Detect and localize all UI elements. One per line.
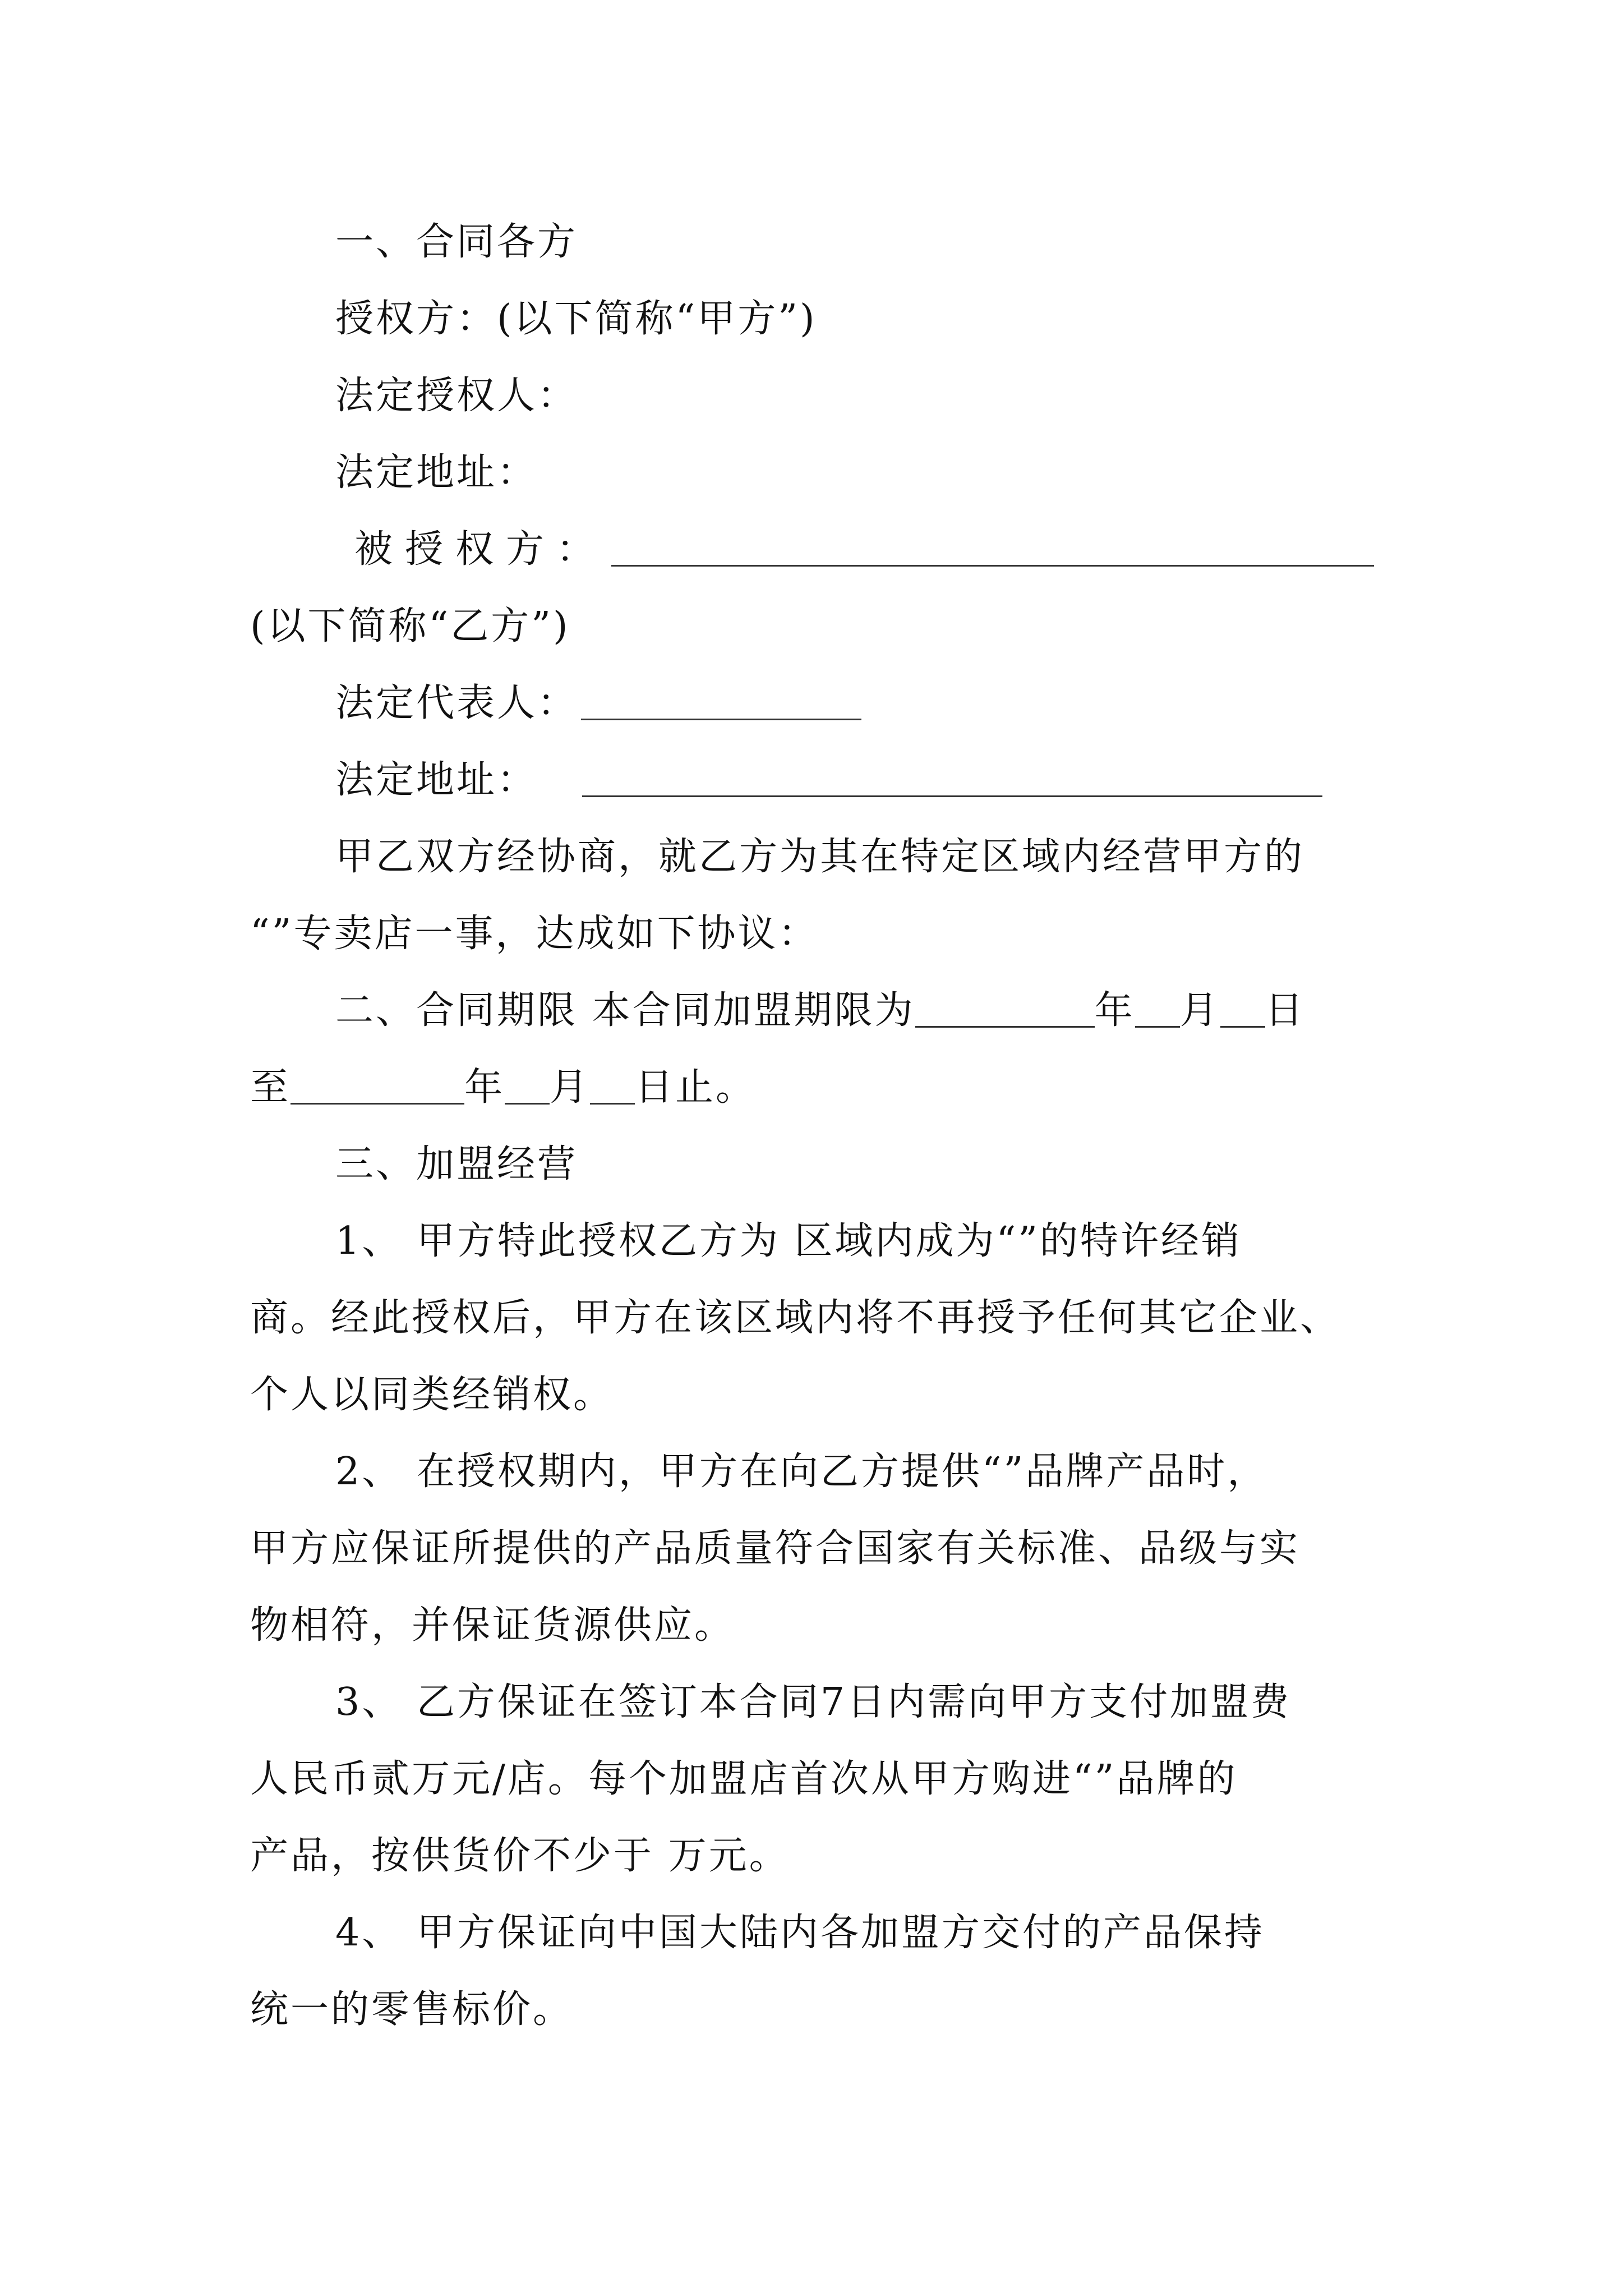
contract-term-heading: 二、合同期限 本合同加盟期限为 xyxy=(335,988,915,1033)
end-to-label: 至 xyxy=(250,1065,291,1110)
end-day-label: 日止。 xyxy=(635,1065,757,1110)
section-heading-parties: 一、合同各方 xyxy=(335,220,578,264)
clause-2-line-3: 物相符，并保证货源供应。 xyxy=(250,1603,735,1648)
clause-1-line-2: 商。经此授权后，甲方在该区域内将不再授予任何其它企业、 xyxy=(250,1296,1341,1340)
clause-2-line-2: 甲方应保证所提供的产品质量符合国家有关标准、品级与实 xyxy=(250,1526,1301,1571)
licensee-representative-label: 法定代表人： xyxy=(335,681,578,725)
end-year-blank xyxy=(291,1069,464,1105)
section-heading-franchise: 三、加盟经营 xyxy=(335,1142,578,1186)
licensee-representative-blank xyxy=(581,685,861,720)
licensor-legal-representative-line: 法定授权人： xyxy=(335,374,578,418)
licensee-address-blank xyxy=(582,762,1322,797)
licensee-address-line xyxy=(335,752,1322,808)
clause-3-line-2: 人民币贰万元/店。每个加盟店首次从甲方购进“”品牌的 xyxy=(250,1757,1238,1801)
clause-1-line-3: 个人以同类经销权。 xyxy=(250,1373,614,1417)
licensor-address-line: 法定地址： xyxy=(335,450,538,495)
contract-term-line-1 xyxy=(335,983,1306,1039)
clause-1-line-1: 1、 甲方特此授权乙方为 区域内成为“”的特许经销 xyxy=(335,1219,1242,1263)
end-year-label: 年 xyxy=(464,1065,505,1110)
end-month-blank xyxy=(505,1069,550,1105)
licensee-label: 被授权方： xyxy=(354,527,607,572)
clause-3-line-1: 3、 乙方保证在签订本合同7日内需向甲方支付加盟费 xyxy=(335,1680,1292,1724)
start-month-label: 月 xyxy=(1179,988,1220,1033)
licensee-line xyxy=(354,522,1374,578)
start-year-label: 年 xyxy=(1094,988,1135,1033)
clause-2-line-1: 2、 在授权期内，甲方在向乙方提供“”品牌产品时， xyxy=(335,1450,1268,1494)
agreement-intro-line-1: 甲乙双方经协商，就乙方为其在特定区域内经营甲方的 xyxy=(335,835,1305,879)
licensee-representative-line xyxy=(335,675,861,731)
contract-term-line-2 xyxy=(250,1060,756,1116)
licensor-line: 授权方：(以下简称“甲方”) xyxy=(335,297,817,341)
clause-3-line-3: 产品，按供货价不少于 万元。 xyxy=(250,1834,790,1878)
agreement-intro-line-2: “”专卖店一事，达成如下协议： xyxy=(250,912,819,956)
start-day-blank xyxy=(1220,992,1265,1028)
start-day-label: 日 xyxy=(1265,988,1306,1033)
licensee-alias-line: (以下简称“乙方”) xyxy=(250,604,570,648)
end-month-label: 月 xyxy=(550,1065,591,1110)
licensee-address-label: 法定地址： xyxy=(335,758,538,802)
start-month-blank xyxy=(1135,992,1180,1028)
clause-4-line-2: 统一的零售标价。 xyxy=(250,1987,574,2032)
end-day-blank xyxy=(590,1069,635,1105)
clause-4-line-1: 4、 甲方保证向中国大陆内各加盟方交付的产品保持 xyxy=(335,1911,1265,1955)
start-year-blank xyxy=(915,992,1095,1028)
licensee-blank xyxy=(611,531,1374,567)
